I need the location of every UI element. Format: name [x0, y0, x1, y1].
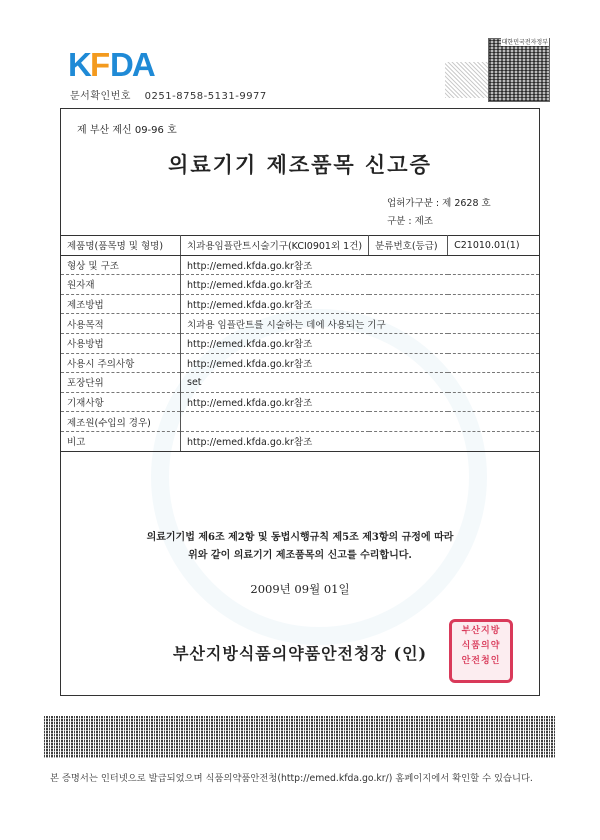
- gov-label: 대한민국전자정부: [501, 39, 548, 46]
- row-label: 기재사항: [61, 392, 181, 412]
- row-value: http://emed.kfda.go.kr참조: [181, 275, 540, 295]
- table-row: [61, 412, 539, 432]
- row-label: 포장단위: [61, 373, 181, 393]
- table-row: [61, 255, 539, 275]
- table-row: [61, 236, 539, 256]
- row-value: http://emed.kfda.go.kr참조: [181, 294, 540, 314]
- row-label: 원자재: [61, 275, 181, 295]
- security-pattern: [445, 62, 489, 98]
- notice-line: 의료기기법 제6조 제2항 및 동법시행규칙 제5조 제3항의 규정에 따라: [146, 532, 454, 543]
- table-row: [61, 392, 539, 412]
- row-label: 제조원(수입의 경우): [61, 412, 181, 432]
- footer-note: 본 증명서는 인터넷으로 발급되었으며 식품의약품안전청(http://emed.kfda.go.kr/) 홈페이지에서 확인할 수 있습니다.: [50, 773, 533, 784]
- row-label: 분류번호(등급): [369, 236, 448, 256]
- table-row: [61, 275, 539, 295]
- kfda-logo: [68, 46, 154, 83]
- row-label: 사용시 주의사항: [61, 353, 181, 373]
- verification-2d-barcode: [488, 38, 550, 102]
- row-label: 제품명(품목명 및 형명): [61, 236, 181, 256]
- row-value: http://emed.kfda.go.kr참조: [181, 392, 540, 412]
- row-value: 치과용임플란트시술기구(KCI0901외 1건): [181, 236, 369, 256]
- seal-mark: (인): [393, 644, 428, 663]
- category: 구분 : 제조: [387, 216, 433, 227]
- row-label: 형상 및 구조: [61, 255, 181, 275]
- row-value: C21010.01(1): [448, 236, 539, 256]
- svg-text:F: F: [90, 46, 111, 83]
- table-row: [61, 373, 539, 393]
- issuer-name: [173, 641, 427, 664]
- certificate-title: 의료기기 제조품목 신고증: [168, 152, 432, 177]
- row-label: 비고: [61, 431, 181, 451]
- row-value: 치과용 임플란트를 시술하는 데에 사용되는 기구: [181, 314, 540, 334]
- permit-number: 제 부산 제신 09-96 호: [77, 125, 177, 136]
- row-value: http://emed.kfda.go.kr참조: [181, 431, 540, 451]
- svg-text:DA: DA: [110, 46, 154, 83]
- row-label: 사용방법: [61, 333, 181, 353]
- doc-check-number: [70, 87, 267, 102]
- row-value: [181, 412, 540, 432]
- document-barcode: [44, 716, 556, 758]
- row-value: http://emed.kfda.go.kr참조: [181, 333, 540, 353]
- issuer-title: 부산지방식품의약품안전청장: [173, 644, 387, 663]
- business-number: 업허가구분 : 제 2628 호: [387, 198, 491, 209]
- svg-text:K: K: [68, 46, 90, 83]
- row-value: set: [181, 373, 540, 393]
- row-value: http://emed.kfda.go.kr참조: [181, 255, 540, 275]
- doc-check-label: 문서확인번호: [70, 91, 131, 102]
- certificate-frame: [60, 108, 540, 696]
- row-label: 사용목적: [61, 314, 181, 334]
- row-value: http://emed.kfda.go.kr참조: [181, 353, 540, 373]
- notice-text: [61, 529, 539, 565]
- row-label: 제조방법: [61, 294, 181, 314]
- issue-date: 2009년 09월 01일: [250, 582, 350, 596]
- doc-check-value: 0251-8758-5131-9977: [144, 91, 267, 102]
- product-info-table: [61, 235, 539, 452]
- table-row: [61, 431, 539, 451]
- table-row: [61, 353, 539, 373]
- notice-line: 위와 같이 의료기기 제조품목의 신고를 수리합니다.: [188, 550, 412, 561]
- table-row: [61, 314, 539, 334]
- table-row: [61, 333, 539, 353]
- table-row: [61, 294, 539, 314]
- official-seal-icon: 부산지방 식품의약 안전청인: [449, 619, 513, 683]
